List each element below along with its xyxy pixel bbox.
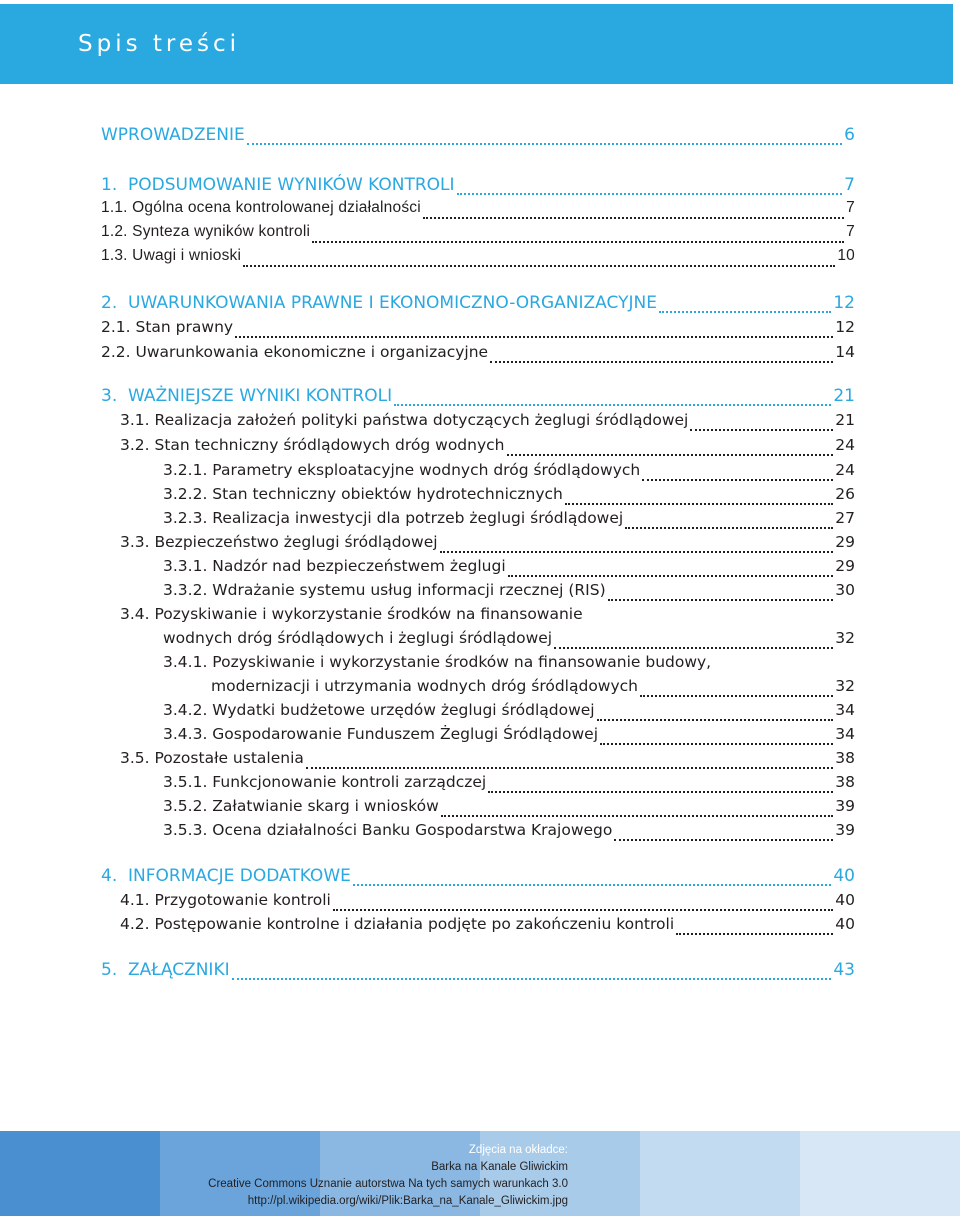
toc-entry-number: 3.2. [120, 436, 155, 454]
toc-entry-number: 3.2.3. [163, 509, 213, 527]
toc-entry[interactable] [163, 821, 855, 847]
toc-entry-number: 1. [101, 175, 129, 195]
toc-entry-title: Wydatki budżetowe urzędów żeglugi śródlądowej [212, 701, 595, 719]
toc-entry[interactable] [211, 677, 855, 703]
toc-entry[interactable] [101, 866, 855, 892]
toc-entry-page: 24 [835, 461, 855, 479]
toc-entry-number: 3.2.1. [163, 461, 213, 479]
toc-entry-page: 34 [835, 701, 855, 719]
toc-entry[interactable] [101, 343, 855, 369]
toc-entry-title: Postępowanie kontrolne i działania podjęte po zakończeniu kontroli [154, 915, 675, 933]
toc-dot-leader [441, 815, 833, 817]
toc-entry[interactable] [163, 797, 855, 823]
toc-entry-page: 21 [835, 411, 855, 429]
toc-entry[interactable] [120, 891, 855, 917]
footer-band-block [640, 1131, 800, 1216]
toc-entry-number: 3.4.2. [163, 701, 213, 719]
toc-dot-leader [625, 527, 833, 529]
toc-entry-page: 7 [846, 223, 855, 240]
toc-entry-page: 43 [833, 960, 855, 980]
toc-entry-number: 2.1. [101, 318, 136, 336]
toc-dot-leader [600, 743, 833, 745]
toc-entry-page: 34 [835, 725, 855, 743]
toc-dot-leader [333, 909, 833, 911]
toc-entry-number: 2.2. [101, 343, 136, 361]
toc-dot-leader [565, 503, 833, 505]
toc-entry-page: 40 [835, 915, 855, 933]
photo-credit [208, 1142, 568, 1210]
toc-entry-title: WAŻNIEJSZE WYNIKI KONTROLI [128, 386, 393, 406]
toc-entry-page: 12 [835, 318, 855, 336]
toc-entry[interactable] [163, 509, 855, 535]
toc-entry-title: Parametry eksploatacyjne wodnych dróg śródlądowych [212, 461, 641, 479]
toc-dot-leader [423, 217, 844, 219]
toc-entry-title: Pozostałe ustalenia [154, 749, 304, 767]
toc-dot-leader [312, 241, 844, 243]
toc-dot-leader [235, 336, 833, 338]
photo-credit-caption: Zdjęcia na okładce: [468, 1144, 568, 1156]
toc-entry-number: 3.5.1. [163, 773, 213, 791]
toc-entry[interactable] [120, 605, 855, 631]
toc-entry[interactable] [163, 557, 855, 583]
toc-entry-title: Realizacja inwestycji dla potrzeb żeglugi śródlądowej [212, 509, 624, 527]
toc-entry[interactable] [163, 485, 855, 511]
toc-entry-page: 10 [837, 247, 855, 264]
toc-entry-number: 3.5.3. [163, 821, 213, 839]
toc-entry-number: 4.2. [120, 915, 155, 933]
toc-dot-leader [690, 429, 833, 431]
toc-entry[interactable] [101, 960, 855, 986]
toc-entry-page: 40 [833, 866, 855, 886]
toc-entry-title: Ogólna ocena kontrolowanej działalności [132, 199, 421, 216]
toc-dot-leader [394, 404, 831, 406]
toc-entry-number: 2. [101, 293, 129, 313]
toc-entry-page: 30 [835, 581, 855, 599]
toc-entry-title: Stan prawny [135, 318, 234, 336]
toc-entry-number: 3. [101, 386, 129, 406]
photo-credit-url[interactable]: http://pl.wikipedia.org/wiki/Plik:Barka_na_Kanale_Gliwickim.jpg [247, 1195, 568, 1207]
toc-entry-number: 3.4. [120, 605, 155, 623]
toc-dot-leader [508, 575, 834, 577]
toc-entry-title: Stan techniczny śródlądowych dróg wodnych [154, 436, 505, 454]
toc-dot-leader [676, 933, 833, 935]
toc-entry[interactable] [163, 581, 855, 607]
toc-entry[interactable] [120, 436, 855, 462]
page-title: Spis treści [78, 31, 241, 57]
toc-dot-leader [659, 311, 831, 313]
toc-entry-title: Uwagi i wnioski [132, 247, 242, 264]
toc-entry-page: 27 [835, 509, 855, 527]
toc-dot-leader [353, 884, 831, 886]
toc-entry[interactable] [163, 725, 855, 751]
toc-entry[interactable] [120, 533, 855, 559]
toc-dot-leader [642, 479, 833, 481]
toc-entry[interactable] [101, 386, 855, 412]
toc-entry-page: 6 [844, 125, 855, 145]
toc-entry-page: 32 [835, 677, 855, 695]
toc-entry-page: 39 [835, 821, 855, 839]
toc-entry-page: 38 [835, 749, 855, 767]
toc-entry-number: 3.3.1. [163, 557, 213, 575]
toc-dot-leader [243, 265, 835, 267]
toc-entry[interactable] [163, 461, 855, 487]
toc-dot-leader [306, 767, 833, 769]
footer-band-block [0, 1131, 160, 1216]
toc-entry-page: 26 [835, 485, 855, 503]
toc-entry[interactable] [101, 175, 855, 201]
toc-entry-title: ZAŁĄCZNIKI [128, 960, 230, 980]
toc-dot-leader [614, 839, 833, 841]
toc-entry-page: 14 [835, 343, 855, 361]
toc-entry-title: Pozyskiwanie i wykorzystanie środków na finansowanie [154, 605, 583, 623]
toc-entry-page: 32 [835, 629, 855, 647]
toc-entry-number: 4.1. [120, 891, 155, 909]
toc-entry-title: INFORMACJE DODATKOWE [128, 866, 351, 886]
toc-entry-number: 3.3. [120, 533, 155, 551]
toc-entry-title: Nadzór nad bezpieczeństwem żeglugi [212, 557, 506, 575]
toc-dot-leader [554, 647, 833, 649]
toc-entry-title: Załatwianie skarg i wniosków [212, 797, 439, 815]
toc-entry-page: 39 [835, 797, 855, 815]
toc-entry-title: Wdrażanie systemu usług informacji rzecznej (RIS) [212, 581, 606, 599]
toc-entry[interactable] [163, 701, 855, 727]
toc-entry-number: 3.4.1. [163, 653, 213, 671]
toc-entry[interactable] [101, 318, 855, 344]
toc-entry-page: 24 [835, 436, 855, 454]
toc-entry-title: PODSUMOWANIE WYNIKÓW KONTROLI [128, 175, 455, 195]
toc-entry[interactable] [101, 247, 855, 273]
toc-entry-number: 3.3.2. [163, 581, 213, 599]
toc-entry-title: Stan techniczny obiektów hydrotechnicznych [212, 485, 563, 503]
toc-entry-title: UWARUNKOWANIA PRAWNE I EKONOMICZNO-ORGANIZACYJNE [128, 293, 657, 313]
toc-entry[interactable] [163, 629, 855, 655]
toc-entry-page: 7 [846, 199, 855, 216]
toc-entry[interactable] [163, 653, 855, 679]
toc-entry[interactable] [101, 125, 855, 151]
toc-dot-leader [597, 719, 834, 721]
toc-entry-page: 38 [835, 773, 855, 791]
toc-entry[interactable] [120, 915, 855, 941]
toc-entry-title: Przygotowanie kontroli [154, 891, 331, 909]
toc-entry-number: 1.1. [101, 199, 133, 216]
toc-entry-number: 3.4.3. [163, 725, 213, 743]
toc-entry-number: 1.3. [101, 247, 133, 264]
photo-credit-license: Creative Commons Uznanie autorstwa Na tych samych warunkach 3.0 [208, 1178, 568, 1190]
toc-entry-page: 12 [833, 293, 855, 313]
toc-dot-leader [247, 143, 842, 145]
toc-entry-number: 3.1. [120, 411, 155, 429]
toc-entry-number: 3.2.2. [163, 485, 213, 503]
toc-entry-title: Synteza wyników kontroli [132, 223, 311, 240]
toc-dot-leader [507, 454, 834, 456]
toc-entry[interactable] [120, 411, 855, 437]
toc-entry-number: 1.2. [101, 223, 133, 240]
photo-credit-title: Barka na Kanale Gliwickim [431, 1161, 568, 1173]
footer-band-block [800, 1131, 960, 1216]
toc-dot-leader [457, 193, 843, 195]
toc-entry-number: WPROWADZENIE [101, 125, 245, 145]
toc-entry[interactable] [120, 749, 855, 775]
toc-entry-title: Pozyskiwanie i wykorzystanie środków na finansowanie budowy, [212, 653, 712, 671]
toc-dot-leader [490, 361, 833, 363]
toc-entry-number: 4. [101, 866, 129, 886]
toc-entry-number: 5. [101, 960, 129, 980]
toc-entry[interactable] [101, 293, 855, 319]
toc-entry-title: Realizacja założeń polityki państwa dotyczących żeglugi śródlądowej [154, 411, 689, 429]
toc-entry-title: wodnych dróg śródlądowych i żeglugi śródlądowej [163, 629, 553, 647]
toc-entry[interactable] [163, 773, 855, 799]
toc-entry-title: modernizacji i utrzymania wodnych dróg śródlądowych [211, 677, 638, 695]
toc-dot-leader [608, 599, 834, 601]
toc-entry-page: 29 [835, 557, 855, 575]
toc-entry-number: 3.5.2. [163, 797, 213, 815]
toc-dot-leader [488, 791, 833, 793]
toc-entry-title: Uwarunkowania ekonomiczne i organizacyjne [135, 343, 489, 361]
toc-entry-page: 7 [844, 175, 855, 195]
toc-entry-title: Funkcjonowanie kontroli zarządczej [212, 773, 487, 791]
toc-entry-page: 40 [835, 891, 855, 909]
toc-entry-title: Ocena działalności Banku Gospodarstwa Krajowego [212, 821, 613, 839]
toc-dot-leader [640, 695, 833, 697]
toc-entry-number: 3.5. [120, 749, 155, 767]
toc-entry-page: 29 [835, 533, 855, 551]
toc-entry-title: Gospodarowanie Funduszem Żeglugi Śródlądowej [212, 725, 598, 743]
toc-entry-page: 21 [833, 386, 855, 406]
toc-entry[interactable] [101, 223, 855, 249]
toc-dot-leader [232, 978, 832, 980]
toc-entry-title: Bezpieczeństwo żeglugi śródlądowej [154, 533, 438, 551]
toc-dot-leader [440, 551, 834, 553]
toc-entry[interactable] [101, 199, 855, 225]
